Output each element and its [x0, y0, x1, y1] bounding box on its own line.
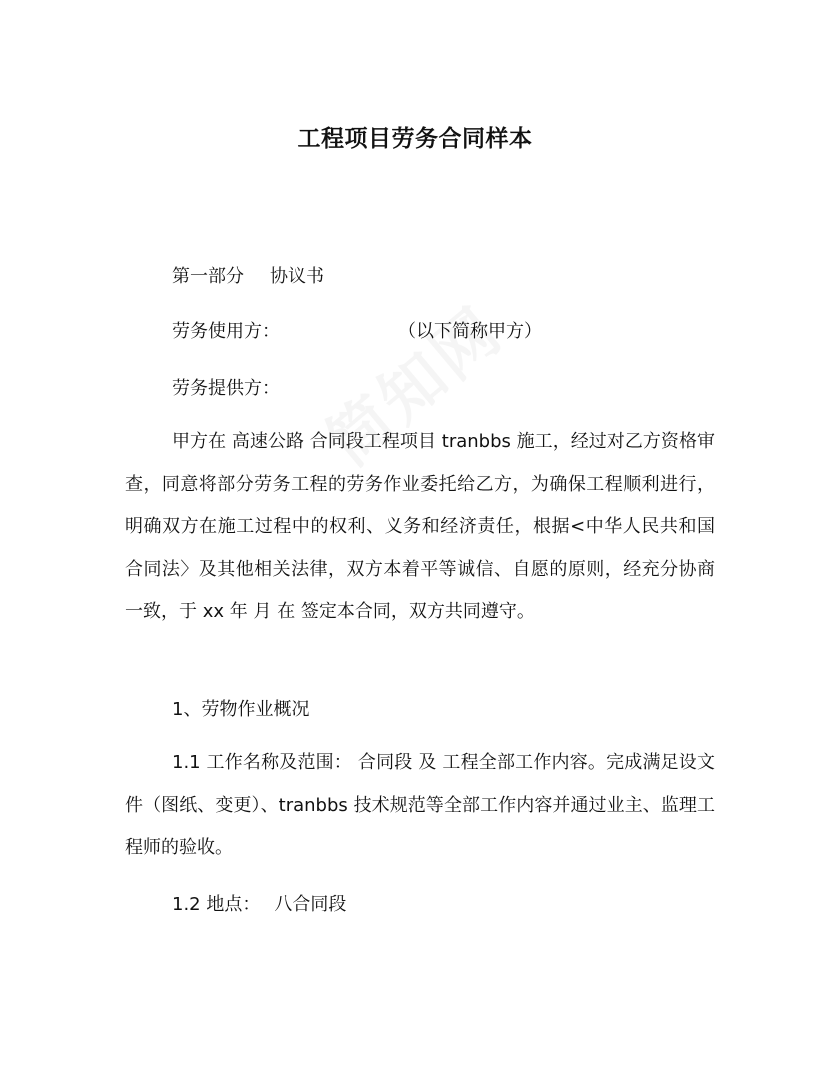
part-label: 第一部分: [172, 266, 244, 287]
clause-1-2-label: 1.2 地点：: [172, 894, 261, 915]
clause-1-1: 1.1 工作名称及范围： 合同段 及 工程全部工作内容。完成满足设文件（图纸、变更）、tranbbs 技术规范等全部工作内容并通过业主、监理工程师的验收。: [125, 752, 715, 858]
party-a-line: [172, 320, 280, 344]
clause-1-2-value: 八合同段: [274, 894, 347, 915]
intro-paragraph: 甲方在 高速公路 合同段工程项目 tranbbs 施工，经过对乙方资格审查，同意将部分劳务工程的劳务作业委托给乙方，为确保工程顺利进行，明确双方在施工过程中的权利、义务和经济责任，根据<中华人民共和国合同法〉及其他相关法律，双方本着平等诚信、自愿的原则，经充分协商一致，于 xx 年 月 在 签定本合同，双方共同遵守。: [125, 431, 715, 622]
section-1-heading: 1、劳物作业概况: [172, 699, 310, 720]
part-heading: [172, 265, 324, 289]
clause-1-2: [172, 893, 346, 917]
party-a-note: （以下简称甲方）: [398, 321, 542, 342]
part-name: 协议书: [270, 266, 324, 287]
party-a-label: 劳务使用方：: [172, 321, 280, 342]
party-b-label: 劳务提供方：: [172, 378, 280, 399]
document-title: 工程项目劳务合同样本: [297, 126, 533, 152]
